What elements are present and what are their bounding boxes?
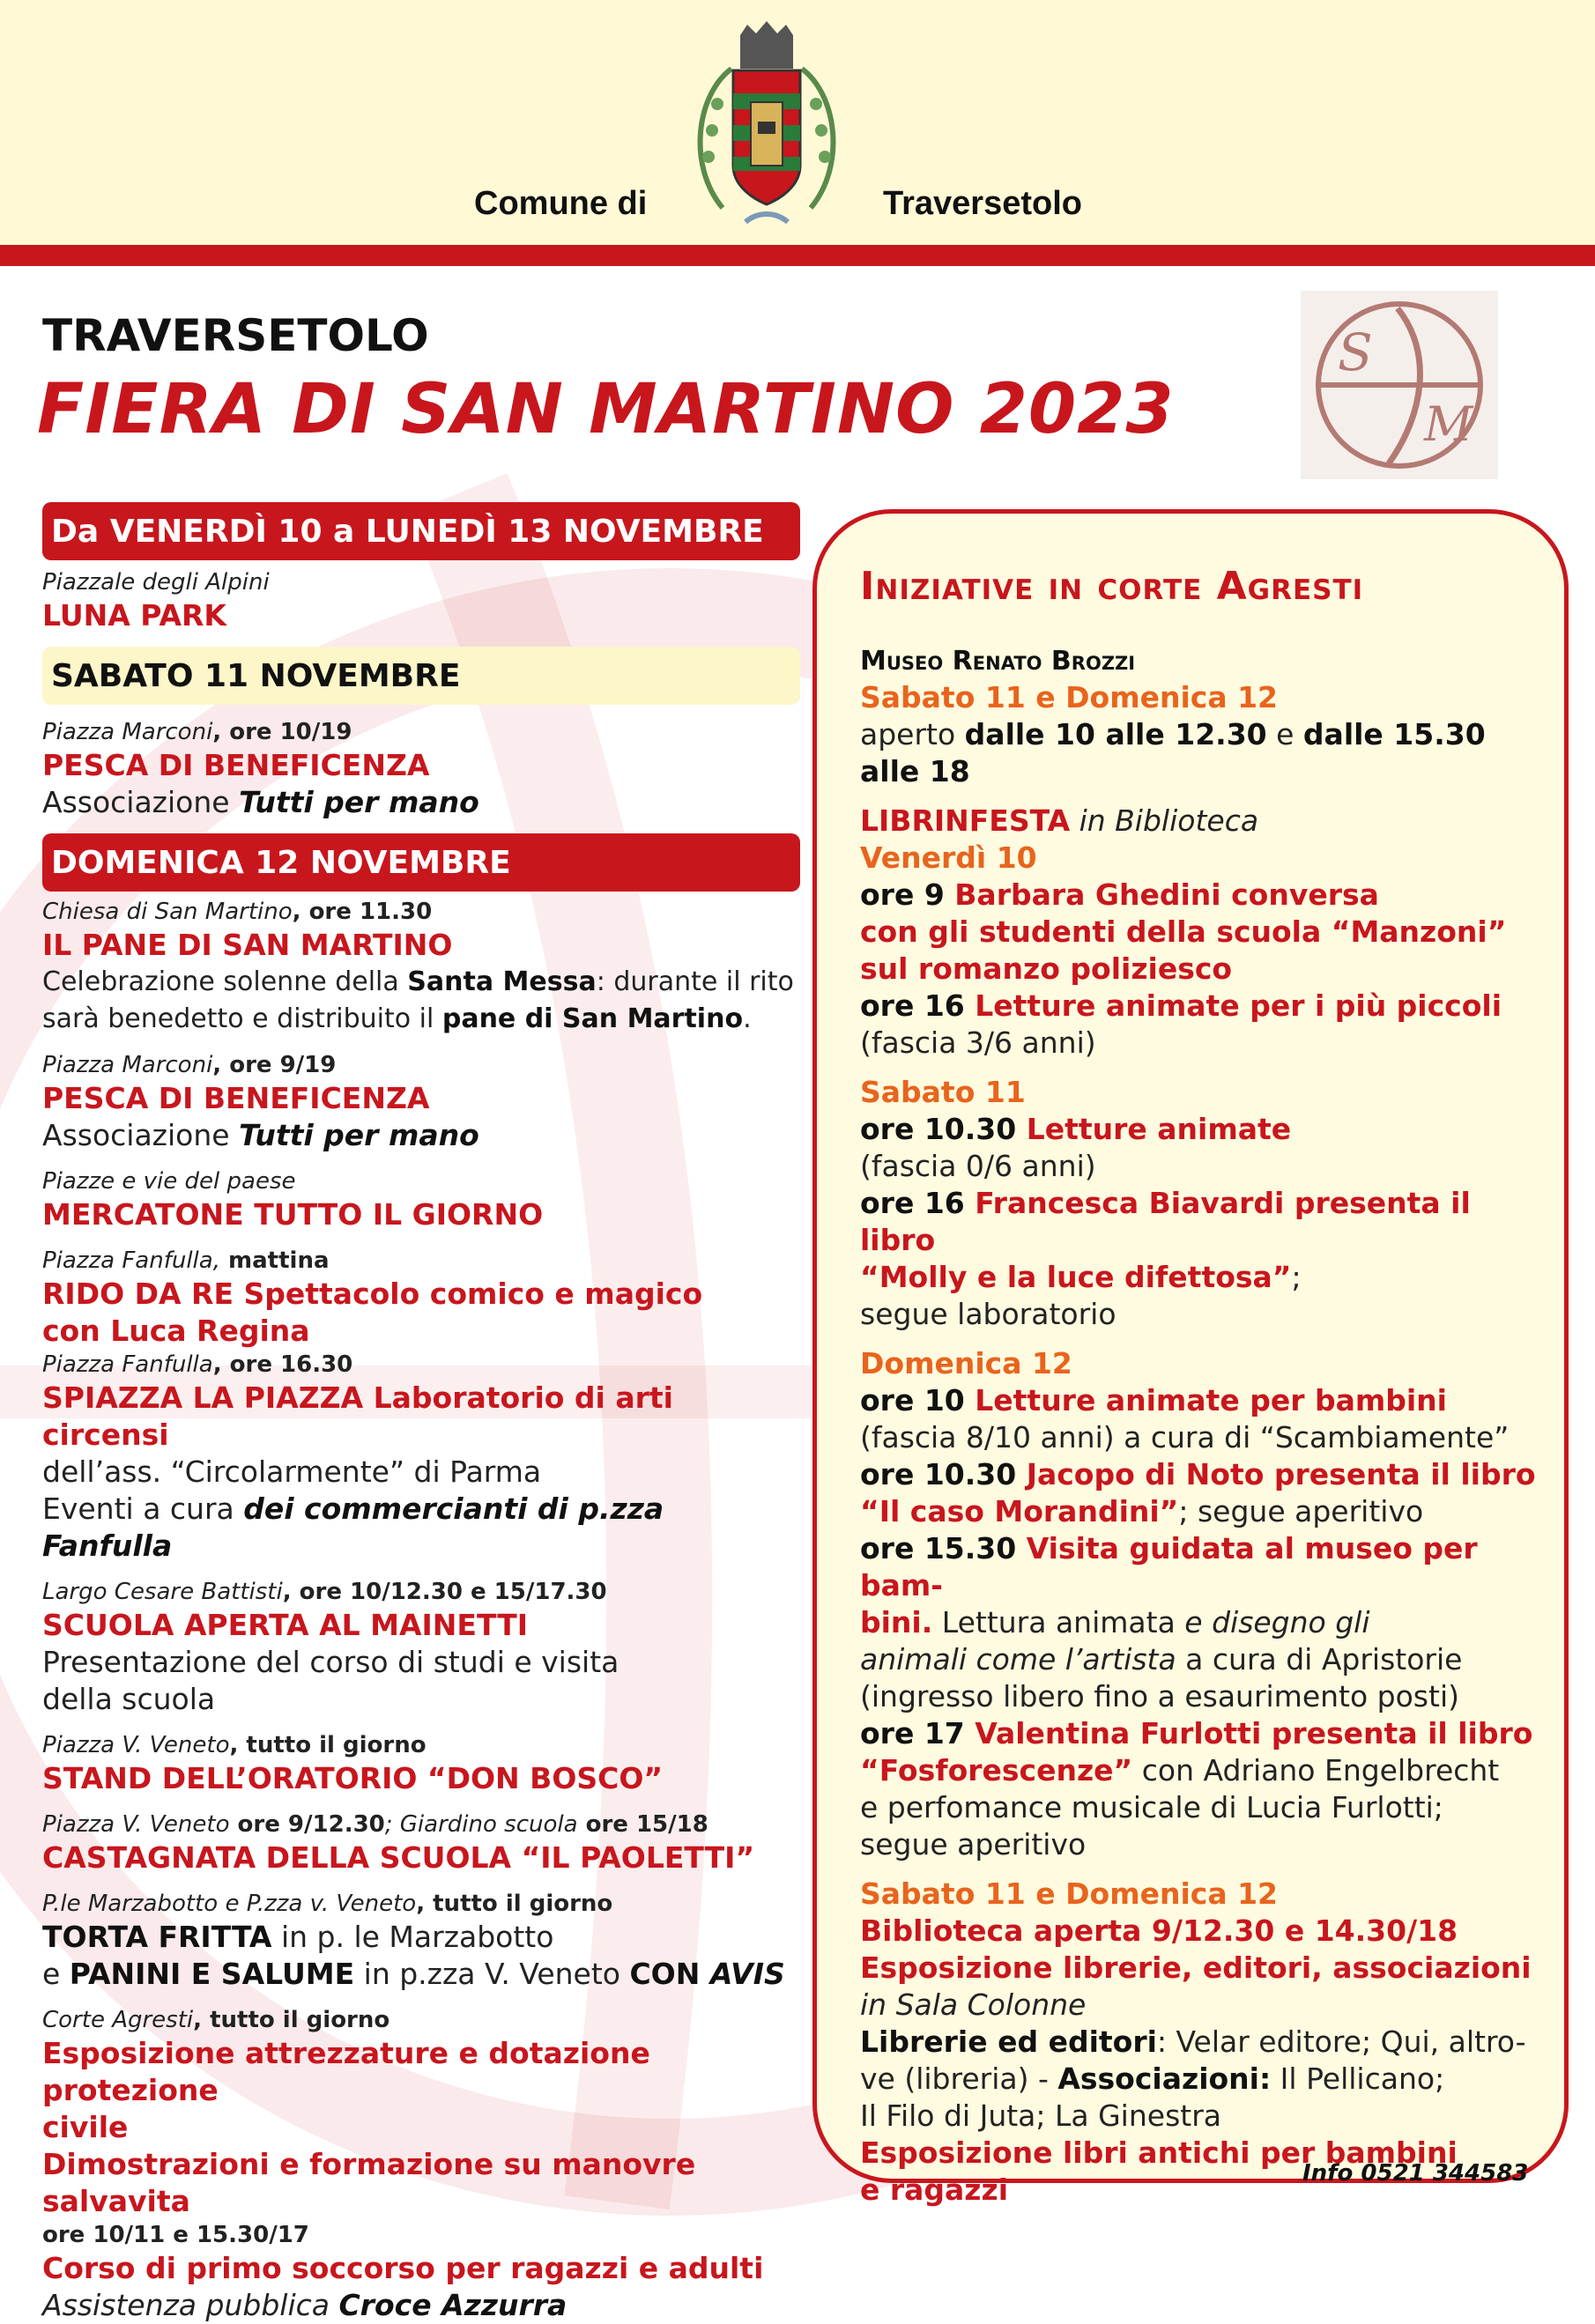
time: ore 10.30 xyxy=(860,1457,1027,1491)
event-title: Barbara Ghedini conversa xyxy=(954,877,1379,912)
event-torta-fritta xyxy=(42,1889,800,1993)
date-band-venerdi: Da VENERDÌ 10 a LUNEDÌ 13 NOVEMBRE xyxy=(42,502,800,560)
date-label: Sabato 11 e Domenica 12 xyxy=(860,680,1279,714)
text: con Adriano Engelbrecht xyxy=(1132,1753,1500,1787)
text: e perfomance musicale di Lucia Furlotti; xyxy=(860,1790,1443,1824)
event-castagnata xyxy=(42,1810,800,1876)
event-place: Chiesa di San Martino xyxy=(42,899,293,925)
date-label: Sabato 11 e Domenica 12 xyxy=(860,1876,1279,1911)
text-bold: dalle 15.30 xyxy=(1302,717,1486,751)
event-place: P.le Marzabotto e P.zza v. Veneto xyxy=(42,1891,417,1917)
event-title: PESCA DI BENEFICENZA xyxy=(42,748,430,782)
text: in Biblioteca xyxy=(1070,803,1259,838)
text: aperto xyxy=(860,717,965,751)
event-time: ore 9/12.30 xyxy=(229,1811,385,1838)
event-time: ore 15/18 xyxy=(577,1811,708,1838)
text: (fascia 3/6 anni) xyxy=(860,1025,1096,1060)
event-title: LUNA PARK xyxy=(42,598,226,633)
text: ; xyxy=(1291,1260,1302,1294)
event-place: Piazze e vie del paese xyxy=(42,1168,296,1195)
event-desc: Associazione xyxy=(42,1118,240,1152)
comune-label: Comune di xyxy=(474,185,648,222)
svg-text:M: M xyxy=(1424,396,1473,452)
event-title: Valentina Furlotti presenta il libro xyxy=(975,1716,1533,1750)
event-place: Piazza Fanfulla, xyxy=(42,1247,220,1274)
event-desc: : durante il rito xyxy=(596,966,794,997)
event-spiazza xyxy=(42,1350,800,1565)
event-title: bini. xyxy=(860,1605,933,1639)
text: Lettura animata xyxy=(932,1605,1185,1639)
event-place: ; Giardino scuola xyxy=(384,1811,578,1838)
event-title: STAND DELL’ORATORIO “DON BOSCO” xyxy=(42,1761,664,1795)
event-place: Corte Agresti xyxy=(42,2007,194,2033)
text: ; segue aperitivo xyxy=(1178,1494,1424,1528)
event-title: PANINI E SALUME xyxy=(69,1957,355,1991)
event-place: Piazza V. Veneto xyxy=(42,1732,230,1758)
text: (ingresso libero fino a esaurimento posti) xyxy=(860,1679,1459,1713)
event-title: MERCATONE TUTTO IL GIORNO xyxy=(42,1197,544,1232)
event-place: Largo Cesare Battisti xyxy=(42,1579,283,1605)
date-label: Domenica 12 xyxy=(860,1346,1072,1380)
event-desc: e xyxy=(42,1957,70,1991)
time: ore 10.30 xyxy=(860,1112,1027,1146)
event-title: Francesca Biavardi presenta il libro xyxy=(860,1186,1471,1257)
event-title: SCUOLA APERTA AL MAINETTI xyxy=(42,1608,528,1642)
event-oratorio xyxy=(42,1730,800,1797)
event-title: AVIS xyxy=(709,1957,785,1991)
event-desc: Celebrazione solenne della xyxy=(42,966,408,997)
text: a cura di Apristorie xyxy=(1176,1642,1463,1676)
event-desc: in p.zza V. Veneto xyxy=(354,1957,630,1991)
text-bold: alle 18 xyxy=(860,754,970,788)
event-desc: Assistenza pubblica xyxy=(42,2288,339,2322)
date-label: Sabato 11 xyxy=(860,1075,1026,1109)
san-martino-logo-icon xyxy=(1301,291,1498,479)
event-title: FIERA DI SAN MARTINO 2023 xyxy=(37,370,1175,449)
event-desc: sarà benedetto e distribuito il xyxy=(42,1003,442,1034)
event-time: , tutto il giorno xyxy=(193,2007,390,2033)
event-title: Esposizione librerie, editori, associazioni xyxy=(860,1950,1532,1985)
event-pesca-sabato xyxy=(42,717,800,821)
event-title: “Molly e la luce difettosa” xyxy=(860,1260,1292,1294)
event-association: Tutti per mano xyxy=(239,1118,479,1152)
coat-of-arms-icon xyxy=(696,16,837,241)
text: Il Filo di Juta; La Ginestra xyxy=(860,2098,1221,2133)
text: in Sala Colonne xyxy=(860,1987,1087,2022)
event-title: SPIAZZA LA PIAZZA Laboratorio di arti circensi xyxy=(42,1380,673,1452)
event-title: Jacopo di Noto presenta il libro xyxy=(1026,1457,1536,1491)
event-time: , ore 10/19 xyxy=(212,719,352,745)
date-label: Venerdì 10 xyxy=(860,840,1037,875)
event-time: , ore 10/12.30 e 15/17.30 xyxy=(282,1579,607,1605)
event-title: CON xyxy=(629,1957,710,1991)
text: animali come l’artista xyxy=(860,1642,1176,1676)
event-place: Piazza Fanfulla xyxy=(42,1351,213,1378)
event-desc-bold: dei commercianti di p.zza Fanfulla xyxy=(42,1491,664,1563)
event-title-cont: con Luca Regina xyxy=(42,1314,310,1348)
svg-text:S: S xyxy=(1338,322,1373,382)
event-title: e ragazzi xyxy=(860,2172,1009,2207)
time: ore 16 xyxy=(860,988,976,1023)
event-title: Esposizione attrezzature e dotazione protezione xyxy=(42,2036,650,2107)
event-time: , ore 16.30 xyxy=(212,1351,353,1378)
text: : Velar editore; Qui, altro- xyxy=(1156,2024,1526,2059)
event-title: Esposizione libri antichi per bambini xyxy=(860,2135,1458,2170)
event-title: Visita guidata al museo per bam- xyxy=(860,1531,1478,1602)
event-title: Letture animate xyxy=(1026,1112,1292,1146)
time: ore 17 xyxy=(860,1716,976,1750)
text: e xyxy=(1266,717,1303,751)
librinfesta-title: LIBRINFESTA xyxy=(860,803,1071,838)
town-title: TRAVERSETOLO xyxy=(42,310,429,361)
museo-title: Museo Renato Brozzi xyxy=(860,646,1136,677)
town-label: Traversetolo xyxy=(883,185,1082,222)
event-desc-bold: pane di San Martino xyxy=(441,1003,744,1034)
event-time: , tutto il giorno xyxy=(229,1732,427,1758)
header-red-bar xyxy=(0,245,1595,266)
event-time: , ore 11.30 xyxy=(292,899,433,925)
text: (fascia 0/6 anni) xyxy=(860,1149,1096,1183)
event-time: , tutto il giorno xyxy=(416,1891,613,1917)
event-time: ore 10/11 e 15.30/17 xyxy=(42,2222,309,2248)
event-time: , ore 9/19 xyxy=(212,1052,337,1078)
event-desc: in p. le Marzabotto xyxy=(271,1920,554,1954)
event-desc: della scuola xyxy=(42,1682,216,1716)
left-program xyxy=(42,502,800,2324)
event-title: “Fosforescenze” xyxy=(860,1753,1133,1787)
text: segue laboratorio xyxy=(860,1297,1116,1331)
event-title: PESCA DI BENEFICENZA xyxy=(42,1081,430,1115)
text: ve (libreria) - xyxy=(860,2061,1058,2096)
date-band-sabato: SABATO 11 NOVEMBRE xyxy=(42,647,800,705)
event-luna-park xyxy=(42,567,800,634)
event-place: Piazza V. Veneto xyxy=(42,1811,230,1838)
date-band-domenica: DOMENICA 12 NOVEMBRE xyxy=(42,833,800,892)
event-title: Dimostrazioni e formazione su manovre salvavita xyxy=(42,2147,696,2218)
text-bold: Associazioni: xyxy=(1057,2061,1272,2096)
event-title: Corso di primo soccorso per ragazzi e adulti xyxy=(42,2251,764,2285)
event-association: Tutti per mano xyxy=(239,785,479,819)
event-mainetti xyxy=(42,1577,800,1718)
event-title: CASTAGNATA DELLA SCUOLA “IL PAOLETTI” xyxy=(42,1840,755,1875)
event-place: Piazzale degli Alpini xyxy=(42,569,270,596)
event-title: RIDO DA RE Spettacolo comico e magico xyxy=(42,1277,703,1311)
event-desc: Eventi a cura xyxy=(42,1491,244,1526)
event-association: Croce Azzurra xyxy=(338,2288,568,2322)
text: e disegno gli xyxy=(1184,1605,1370,1639)
event-desc: dell’ass. “Circolarmente” di Parma xyxy=(42,1454,542,1489)
event-desc-bold: Santa Messa xyxy=(407,966,597,997)
event-time: mattina xyxy=(219,1247,330,1274)
text: segue aperitivo xyxy=(860,1827,1087,1861)
event-desc: Associazione xyxy=(42,785,240,819)
event-pane xyxy=(42,897,800,1038)
event-title-cont: civile xyxy=(42,2110,129,2144)
time: ore 10 xyxy=(860,1383,976,1417)
time: ore 9 xyxy=(860,877,955,912)
event-title: IL PANE DI SAN MARTINO xyxy=(42,928,453,962)
event-desc: Presentazione del corso di studi e visita xyxy=(42,1645,619,1679)
event-protezione-civile xyxy=(42,2005,800,2324)
event-desc: . xyxy=(743,1003,752,1034)
time: ore 16 xyxy=(860,1186,976,1220)
text: Il Pellicano; xyxy=(1271,2061,1445,2096)
event-title: Biblioteca aperta 9/12.30 e 14.30/18 xyxy=(860,1913,1458,1948)
text: (fascia 8/10 anni) a cura di “Scambiamente” xyxy=(860,1420,1510,1454)
event-rido-da-re xyxy=(42,1246,800,1350)
text-bold: dalle 10 alle 12.30 xyxy=(964,717,1267,751)
time: ore 15.30 xyxy=(860,1531,1027,1565)
event-pesca-domenica xyxy=(42,1050,800,1154)
event-title: TORTA FRITTA xyxy=(42,1920,272,1954)
event-place: Piazza Marconi xyxy=(42,1052,213,1078)
event-title: Letture animate per i più piccoli xyxy=(975,988,1502,1023)
event-mercatone xyxy=(42,1166,800,1233)
corte-agresti-program xyxy=(860,564,1539,2209)
event-title: “Il caso Morandini” xyxy=(860,1494,1179,1528)
event-title: Letture animate per bambini xyxy=(975,1383,1447,1417)
text-bold: Librerie ed editori xyxy=(860,2024,1157,2059)
event-title: con gli studenti della scuola “Manzoni” xyxy=(860,914,1507,949)
event-place: Piazza Marconi xyxy=(42,719,213,745)
event-title: sul romanzo poliziesco xyxy=(860,951,1233,986)
info-phone: Info 0521 344583 xyxy=(1302,2160,1529,2187)
box-heading: Iniziative in corte Agresti xyxy=(860,564,1364,609)
